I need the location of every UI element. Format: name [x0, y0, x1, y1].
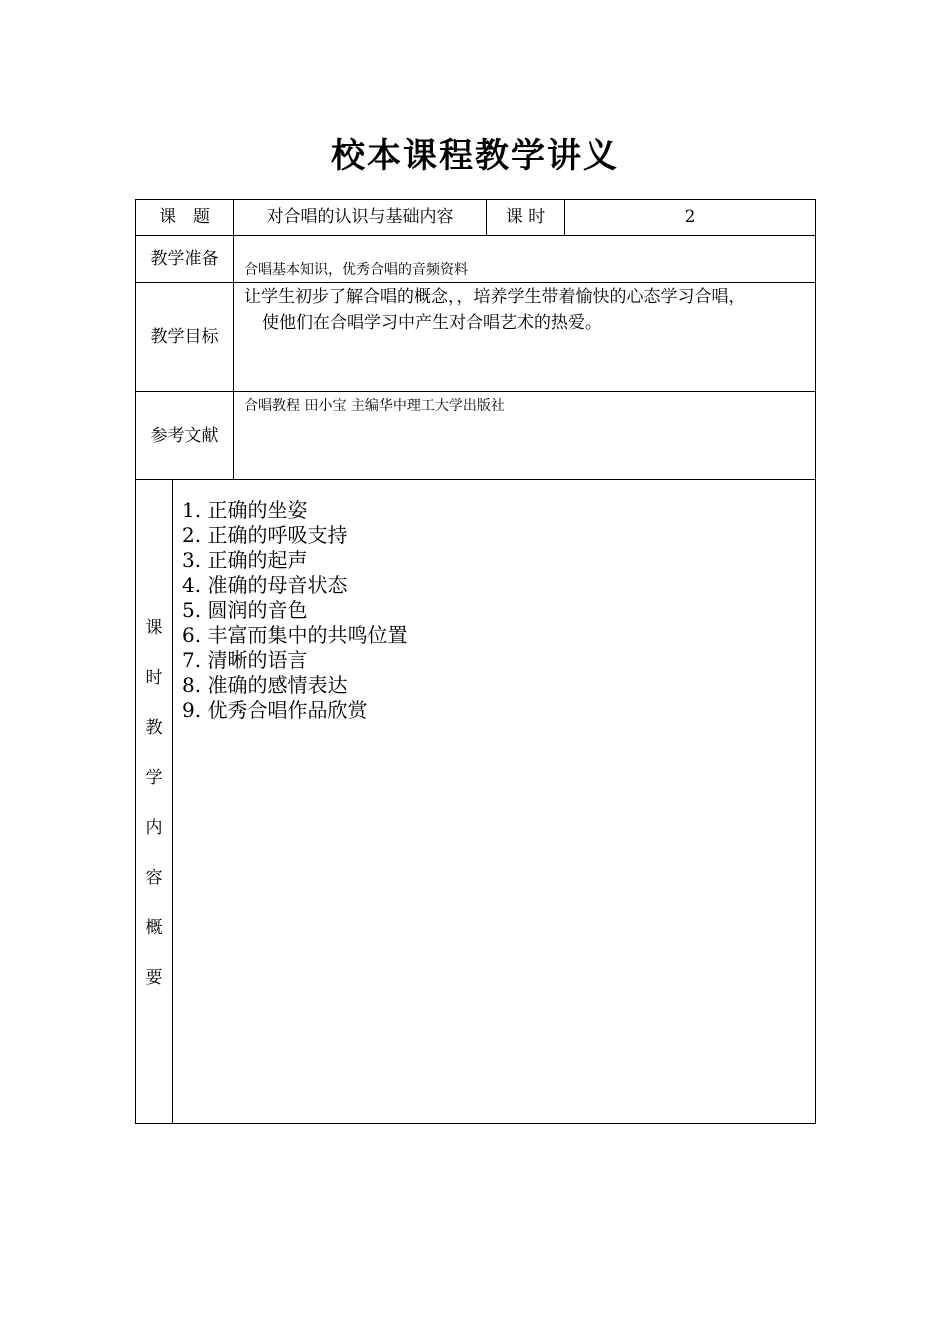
hours-value: 2 — [684, 207, 696, 227]
refs-label: 参考文献 — [150, 426, 219, 446]
label-char: 学 — [145, 768, 163, 788]
topic-value: 对合唱的认识与基础内容 — [266, 207, 454, 227]
label-char: 教 — [145, 718, 163, 738]
list-item: 7. 清晰的语言 — [182, 648, 308, 672]
label-char: 课 — [145, 618, 163, 638]
label-char: 要 — [145, 968, 163, 988]
goal-line-2: 使他们在合唱学习中产生对合唱艺术的热爱。 — [262, 313, 602, 333]
prep-value: 合唱基本知识，优秀合唱的音频资料 — [244, 262, 468, 278]
list-item: 2. 正确的呼吸支持 — [182, 523, 348, 547]
content-list — [182, 498, 407, 723]
goal-label: 教学目标 — [150, 327, 219, 347]
list-item: 3. 正确的起声 — [182, 548, 308, 572]
prep-label: 教学准备 — [150, 249, 219, 269]
list-item: 4. 准确的母音状态 — [182, 573, 348, 597]
list-item: 8. 准确的感情表达 — [182, 673, 348, 697]
content-vertical-label — [136, 612, 172, 1012]
label-char: 时 — [145, 668, 163, 688]
topic-label: 课 题 — [159, 207, 210, 227]
list-item: 1. 正确的坐姿 — [182, 498, 308, 522]
list-item: 9. 优秀合唱作品欣赏 — [182, 698, 368, 722]
list-item: 6. 丰富而集中的共鸣位置 — [182, 623, 408, 647]
hours-label: 课 时 — [505, 207, 546, 227]
label-char: 内 — [145, 818, 163, 838]
page-title: 校本课程教学讲义 — [331, 136, 619, 176]
list-item: 5. 圆润的音色 — [182, 598, 308, 622]
label-char: 概 — [145, 918, 163, 938]
label-char: 容 — [145, 868, 163, 888]
goal-line-1: 让学生初步了解合唱的概念，，培养学生带着愉快的心态学习合唱， — [244, 287, 746, 307]
refs-value: 合唱教程 田小宝 主编华中理工大学出版社 — [244, 398, 505, 414]
